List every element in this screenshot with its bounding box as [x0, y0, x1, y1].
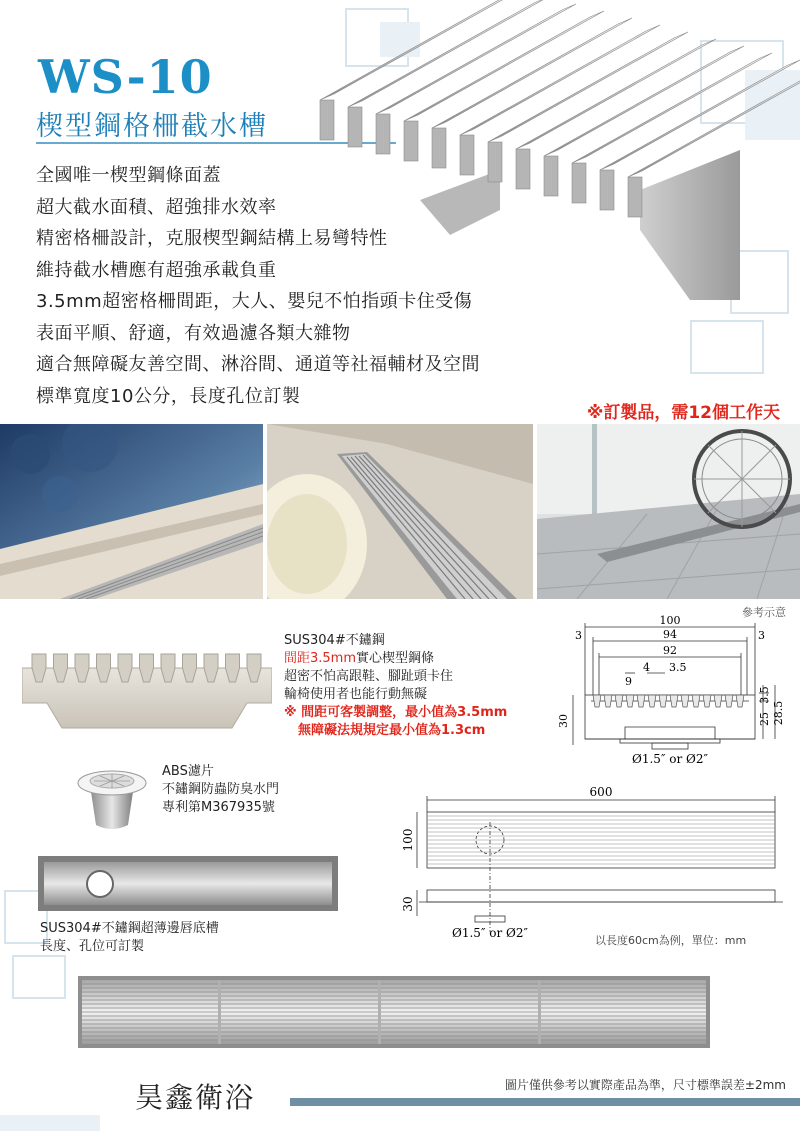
dim-3-right: 3 [758, 629, 765, 642]
product-model: WS-10 [38, 50, 213, 104]
grate-spec-wheelchair: 輪椅使用者也能行動無礙 [284, 687, 428, 702]
feature-item: 適合無障礙友善空間、淋浴間、通道等社福輔材及空間 [36, 354, 480, 375]
dim-3-left: 3 [575, 629, 582, 642]
channel-spec [40, 920, 219, 956]
full-grate-image [78, 976, 710, 1048]
decor-square [12, 955, 66, 999]
plan-dim-30: 30 [401, 896, 415, 912]
photo-shower-drain [267, 424, 533, 599]
plan-dim-600: 600 [589, 785, 613, 799]
feature-item: 維持截水槽應有超強承載負重 [36, 259, 277, 281]
feature-list [36, 160, 480, 412]
channel-spec-material: SUS304#不鏽鋼超薄邊唇底槽 [40, 921, 219, 936]
photo-wheelchair-drain [537, 424, 800, 599]
filter-spec [162, 763, 279, 817]
decor-square [690, 320, 764, 374]
grate-spec-spacing [284, 650, 507, 668]
feature-item: 精密格柵設計，克服楔型鋼結構上易彎特性 [36, 228, 388, 249]
photo-outdoor-drain [0, 424, 263, 599]
outlet-size: Ø1.5″ or Ø2″ [632, 752, 708, 766]
grate-spec-regulation: 無障礙法規規定最小值為1.3cm [298, 723, 486, 738]
dim-100: 100 [659, 615, 681, 627]
feature-item: 3.5mm超密格柵間距，大人、嬰兒不怕指頭卡住受傷 [36, 291, 473, 312]
grate-spec [284, 632, 507, 740]
dim-3-5-height: 3.5 [758, 686, 771, 704]
grate-spec-spacing-value: 間距3.5mm [284, 651, 357, 666]
grate-spec-material: SUS304#不鏽鋼 [284, 633, 385, 648]
feature-item: 超大截水面積、超強排水效率 [36, 196, 277, 218]
dim-25: 25 [758, 712, 771, 726]
product-title: 楔型鋼格柵截水槽 [36, 111, 268, 142]
footer-bar [290, 1098, 800, 1106]
dim-92: 92 [663, 644, 677, 657]
unit-note: 以長度60cm為例，單位：mm [595, 934, 747, 947]
grate-spec-note: ※ 間距可客製調整，最小值為3.5mm [284, 705, 508, 720]
decor-square [0, 1115, 100, 1131]
dim-28-5: 28.5 [772, 700, 785, 726]
feature-item: 標準寬度10公分，長度孔位訂製 [36, 385, 301, 407]
dim-3-5-spacing: 3.5 [669, 661, 687, 674]
dim-94: 94 [663, 628, 677, 641]
grate-spec-spacing-desc: 實心楔型鋼條 [356, 651, 435, 666]
custom-order-note: ※訂製品，需12個工作天 [586, 403, 780, 423]
filter-spec-patent: 專利第M367935號 [162, 800, 275, 815]
channel-spec-custom: 長度、孔位可訂製 [40, 939, 145, 954]
dim-4: 4 [643, 661, 650, 674]
disclaimer-note: 圖片僅供參考以實際產品為準，尺寸標準誤差±2mm [504, 1078, 786, 1092]
grate-spec-heel-safe: 超密不怕高跟鞋、腳趾頭卡住 [284, 669, 454, 684]
feature-item: 全國唯一楔型鋼條面蓋 [36, 165, 221, 186]
reference-note: 參考示意 [742, 606, 786, 619]
filter-spec-trap: 不鏽鋼防蟲防臭水門 [162, 782, 280, 797]
cross-section-drawing [555, 615, 785, 775]
brand-name: 昊鑫衛浴 [135, 1081, 256, 1114]
plan-outlet-size: Ø1.5″ or Ø2″ [452, 926, 528, 940]
grate-profile-image [22, 648, 272, 733]
filter-spec-material: ABS濾片 [162, 764, 214, 779]
dim-9: 9 [625, 675, 632, 688]
abs-filter-image [72, 765, 152, 835]
plan-dim-100: 100 [401, 828, 415, 852]
channel-body-image [38, 856, 338, 911]
feature-item: 表面平順、舒適，有效過濾各類大雜物 [36, 322, 351, 344]
plan-view-drawing [395, 782, 785, 942]
dim-30: 30 [557, 714, 570, 728]
